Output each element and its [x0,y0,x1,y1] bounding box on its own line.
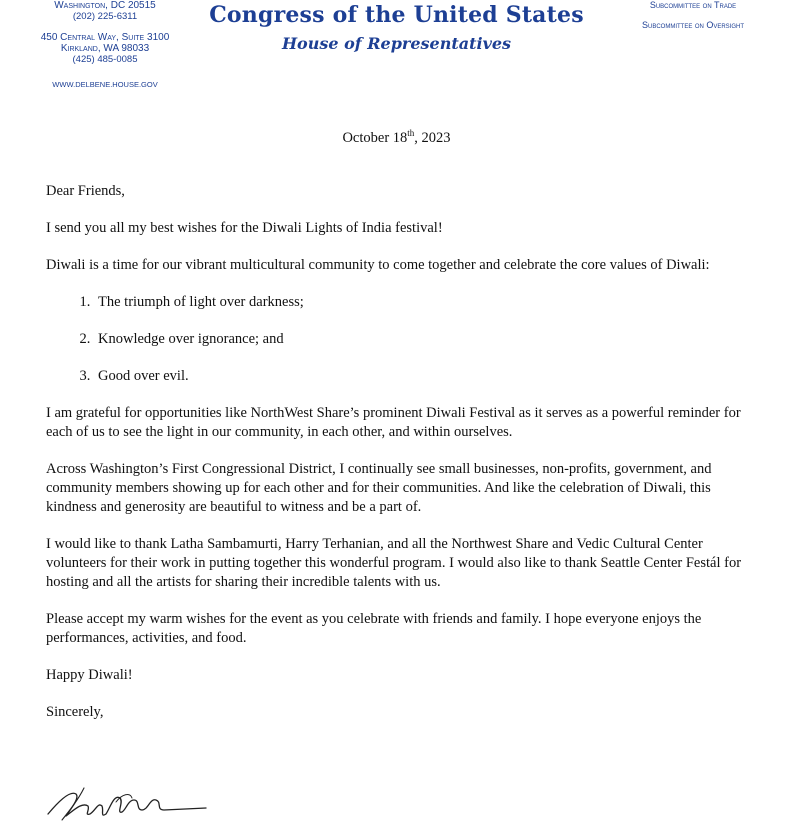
paragraph-4: Across Washington’s First Congressional District, I continually see small businesses, non-profits, government, and community members showing up for each other and for their communities. And like the celebration of Diwali, this kindness and generosity are beautiful to witness and be a part of. [46,461,712,515]
handwritten-signature [44,780,209,825]
date-main: October 18 [342,129,408,146]
letterhead-title: Congress of the United States [209,2,584,28]
letterhead-right-committees [613,0,773,40]
list-item: 2. Knowledge over ignorance; and [94,330,756,349]
paragraph-5: I would like to thank Latha Sambamurti, Harry Terhanian, and all the Northwest Share and Vedic Cultural Center volunteers for their work in putting together this wonderful program. I would also like to thank Seattle Center Festál for hosting and all the artists for sharing their incredible talents with us. [46,536,742,590]
date-year: , 2023 [414,129,451,146]
date-suffix: th [407,128,415,138]
paragraph-1: I send you all my best wishes for the Diwali Lights of India festival! [46,220,443,236]
values-list [46,293,756,386]
signoff: Sincerely, [46,704,104,720]
salutation: Dear Friends, [46,183,125,199]
list-item: 3. Good over evil. [94,367,756,386]
list-item: 1. The triumph of light over darkness; [94,293,756,312]
paragraph-3: I am grateful for opportunities like NorthWest Share’s prominent Diwali Festival as it serves as a powerful reminder for each of us to see the light in our community, in each other, and within ourselves. [46,405,741,440]
paragraph-6: Please accept my warm wishes for the event as you celebrate with friends and family. I hope everyone enjoys the performances, activities, and food. [46,611,702,646]
committee-oversight: Subcommittee on Oversight [641,20,744,30]
district-city: Kirkland, WA 98033 [60,43,150,54]
letterhead-subtitle: House of Representatives [281,34,512,53]
letter-body [46,182,756,740]
dc-phone: (202) 225-6311 [72,11,138,22]
letter-date [0,128,793,147]
closing-greeting: Happy Diwali! [46,667,133,683]
district-phone: (425) 485-0085 [72,54,138,65]
paragraph-2: Diwali is a time for our vibrant multicultural community to come together and celebrate the core values of Diwali: [46,257,710,273]
website-link[interactable]: WWW.DELBENE.HOUSE.GOV [52,80,158,89]
committee-trade: Subcommittee on Trade [649,0,737,10]
district-street: 450 Central Way, Suite 3100 [40,32,170,43]
dc-city: Washington, DC 20515 [54,0,156,11]
